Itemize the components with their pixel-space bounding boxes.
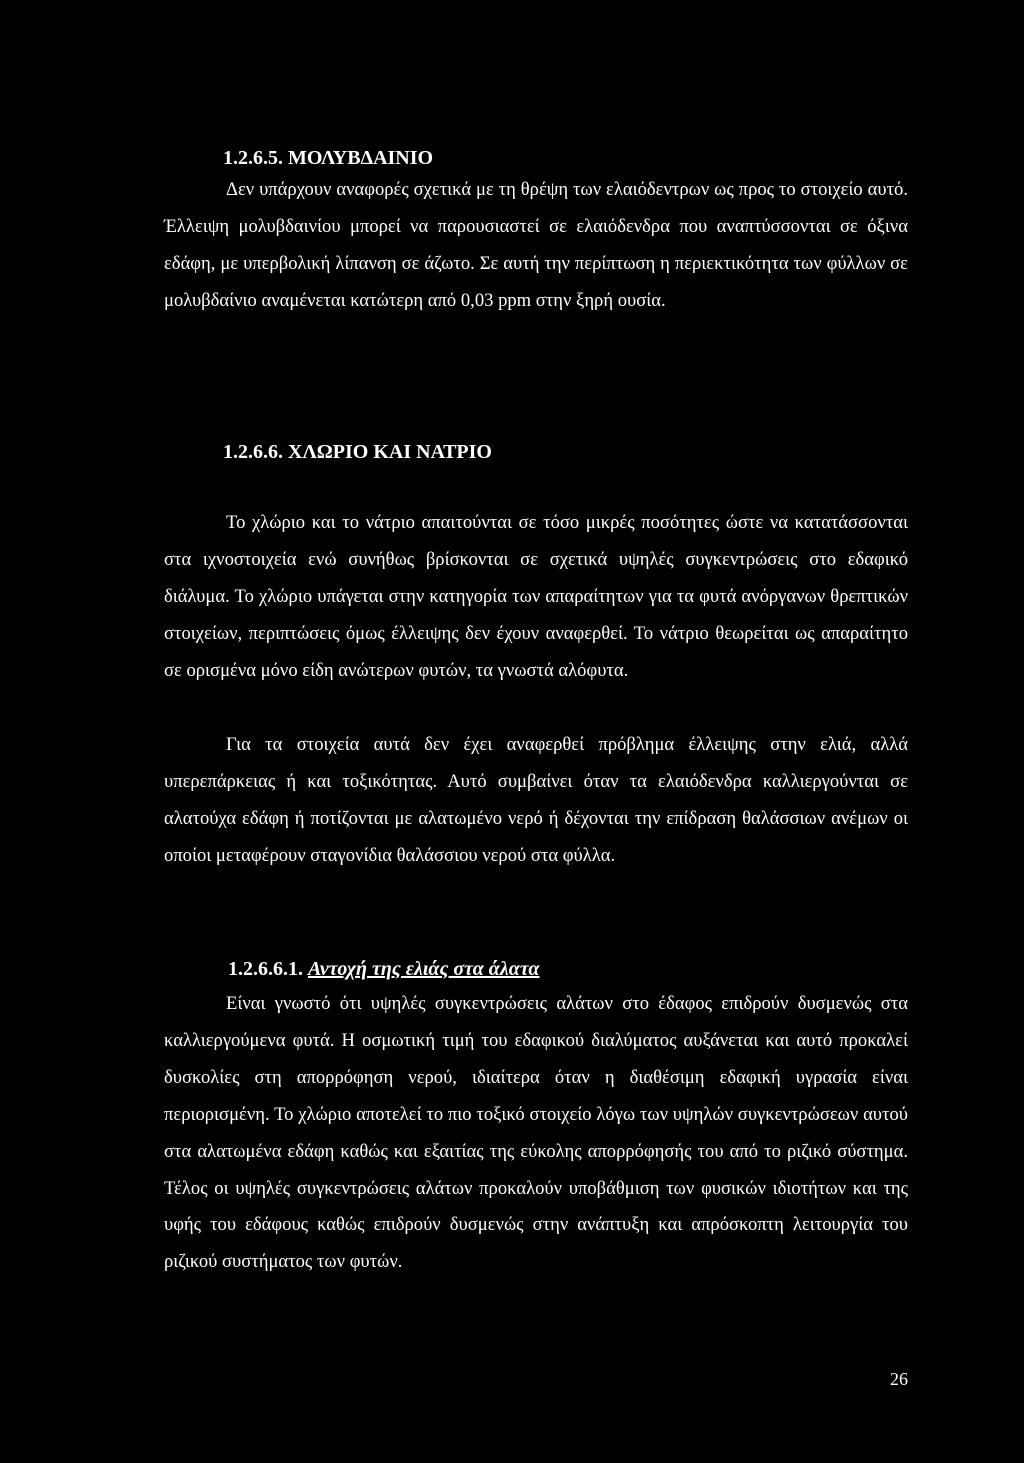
paragraph-molybdenum: Δεν υπάρχουν αναφορές σχετικά με τη θρέψη των ελαιόδεντρων ως προς το στοιχείο αυτό. Έλλειψη μολυβδαινίου μπορεί να παρουσιαστεί σε ελαιόδενδρα που αναπτύσσονται σε όξινα εδάφη, με υπερβολική λίπανση σε άζωτο. Σε αυτή την περίπτωση η περιεκτικότητα των φύλλων σε μολυβδαίνιο αναμένεται κατώτερη από 0,03 ppm στην ξηρή ουσία. [164,179,908,311]
section-heading-chlorine-sodium: 1.2.6.6. ΧΛΩΡΙΟ ΚΑΙ ΝΑΤΡΙΟ [223,441,492,463]
subsection-title: Αντοχή της ελιάς στα άλατα [308,958,540,980]
subsection-heading-salt-tolerance [228,957,539,981]
subsection-number: 1.2.6.6.1. [228,958,303,980]
paragraph-chlorine-sodium-1: Το χλώριο και το νάτριο απαιτούνται σε τόσο μικρές ποσότητες ώστε να κατατάσσονται στα ιχνοστοιχεία ενώ συνήθως βρίσκονται σε σχετικά υψηλές συγκεντρώσεις στο εδαφικό διάλυμα. Το χλώριο υπάγεται στην κατηγορία των απαραίτητων για τα φυτά ανόργανων θρεπτικών στοιχείων, περιπτώσεις όμως έλλειψης δεν έχουν αναφερθεί. Το νάτριο θεωρείται ως απαραίτητο σε ορισμένα μόνο είδη ανώτερων φυτών, τα γνωστά αλόφυτα. [164,512,908,681]
section-heading-molybdenum: 1.2.6.5. ΜΟΛΥΒΔΑΙΝΙΟ [223,147,434,169]
page-number: 26 [890,1369,908,1389]
paragraph-chlorine-sodium-2: Για τα στοιχεία αυτά δεν έχει αναφερθεί πρόβλημα έλλειψης στην ελιά, αλλά υπερεπάρκειας ή και τοξικότητας. Αυτό συμβαίνει όταν τα ελαιόδενδρα καλλιεργούνται σε αλατούχα εδάφη ή ποτίζονται με αλατωμένο νερό ή δέχονται την επίδραση θαλάσσιων ανέμων οι οποίοι μεταφέρουν σταγονίδια θαλάσσιου νερού στα φύλλα. [164,734,908,866]
paragraph-salt-tolerance: Είναι γνωστό ότι υψηλές συγκεντρώσεις αλάτων στο έδαφος επιδρούν δυσμενώς στα καλλιεργούμενα φυτά. Η οσμωτική τιμή του εδαφικού διαλύματος αυξάνεται και αυτό προκαλεί δυσκολίες στη απορρόφηση νερού, ιδιαίτερα όταν η διαθέσιμη εδαφική υγρασία είναι περιορισμένη. Το χλώριο αποτελεί το πιο τοξικό στοιχείο λόγω των υψηλών συγκεντρώσεων αυτού στα αλατωμένα εδάφη καθώς και εξαιτίας της εύκολης απορρόφησής του από το ριζικό σύστημα. Τέλος οι υψηλές συγκεντρώσεις αλάτων προκαλούν υποβάθμιση των φυσικών ιδιοτήτων και της υφής του εδάφους καθώς επιδρούν δυσμενώς στην ανάπτυξη και απρόσκοπτη λειτουργία του ριζικού συστήματος των φυτών. [164,993,908,1273]
